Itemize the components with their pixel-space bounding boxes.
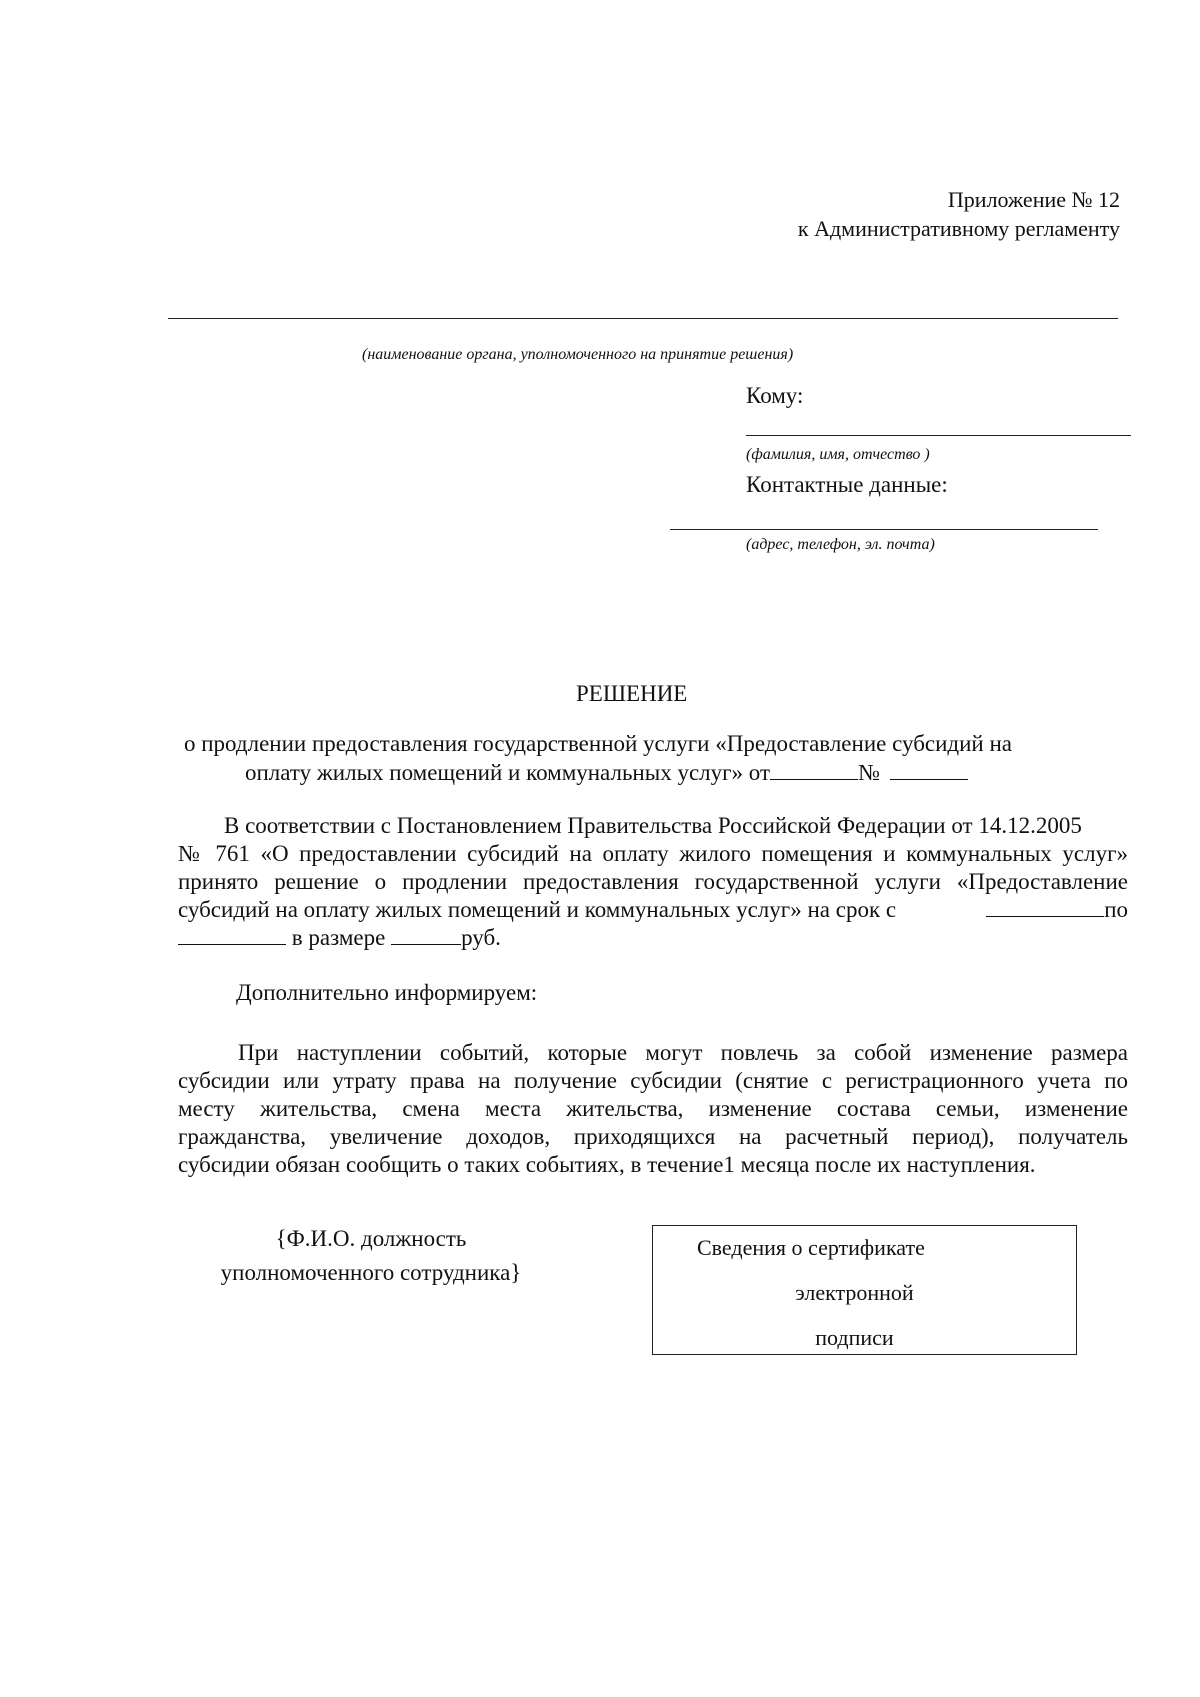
period-end-blank (178, 924, 286, 945)
p2-line5: субсидии обязан сообщить о таких событиях, в течение1 месяца после их наступления. (178, 1152, 1036, 1177)
p1-line2: № 761 «О предоставлении субсидий на оплату жилого помещения и коммунальных услуг» (178, 841, 1128, 866)
paragraph-decision (178, 812, 1128, 952)
p1-line4-text: субсидий на оплату жилых помещений и коммунальных услуг» на срок с (178, 897, 897, 922)
recipient-name-line (746, 435, 1131, 436)
p1-line4-range (986, 896, 1128, 924)
period-start-blank (986, 896, 1104, 917)
appendix-regulation: к Административному регламенту (797, 216, 1120, 241)
decision-subtitle-text: оплату жилых помещений и коммунальных услуг» от (245, 760, 771, 785)
paragraph-obligations (178, 1039, 1128, 1179)
decision-subtitle-line1: о продлении предоставления государственной услуги «Предоставление субсидий на (184, 731, 1012, 756)
official-employee: уполномоченного сотрудника} (220, 1260, 522, 1285)
decision-date-blank (770, 759, 858, 780)
amount-blank (391, 924, 461, 945)
appendix-number: Приложение № 12 (947, 187, 1120, 212)
certificate-line1: Сведения о сертификате (697, 1235, 925, 1260)
p1-line3: принято решение о продлении предоставления государственной услуги «Предоставление (178, 869, 1128, 894)
p1-line1: В соответствии с Постановлением Правительства Российской Федерации от 14.12.2005 (224, 813, 1082, 838)
recipient-contacts-line (670, 529, 1098, 530)
decision-number-sign: № (858, 760, 881, 785)
official-name-position: {Ф.И.О. должность (275, 1226, 467, 1251)
p2-line3: месту жительства, смена места жительства, изменение состава семьи, изменение (178, 1096, 1128, 1121)
certificate-line2: электронной (795, 1280, 914, 1305)
p2-line4: гражданства, увеличение доходов, приходящихся на расчетный период), получатель (178, 1124, 1128, 1149)
certificate-line3: подписи (815, 1325, 894, 1350)
appendix-header (798, 186, 1120, 242)
authority-caption: (наименование органа, уполномоченного на принятие решения) (362, 346, 794, 363)
decision-title: РЕШЕНИЕ (576, 681, 688, 706)
certificate-box (652, 1225, 1077, 1355)
p1-line4 (178, 896, 1128, 924)
official-placeholder (206, 1225, 536, 1287)
period-to-label: по (1104, 897, 1128, 922)
recipient-contacts-caption: (адрес, телефон, эл. почта) (746, 536, 935, 553)
p1-line5 (178, 924, 1128, 952)
recipient-name-caption: (фамилия, имя, отчество ) (746, 446, 930, 463)
amount-label: в размере (291, 925, 386, 950)
recipient-to-label: Кому: (746, 383, 804, 408)
decision-subtitle-line2 (245, 759, 968, 787)
recipient-contacts-label: Контактные данные: (746, 472, 948, 497)
authority-name-line (168, 318, 1118, 319)
currency-label: руб. (461, 925, 501, 950)
additional-info-heading: Дополнительно информируем: (236, 980, 538, 1005)
decision-number-blank (890, 759, 968, 780)
p2-line2: субсидии или утрату права на получение субсидии (снятие с регистрационного учета по (178, 1068, 1128, 1093)
p2-line1: При наступлении событий, которые могут повлечь за собой изменение размера (238, 1040, 1128, 1065)
